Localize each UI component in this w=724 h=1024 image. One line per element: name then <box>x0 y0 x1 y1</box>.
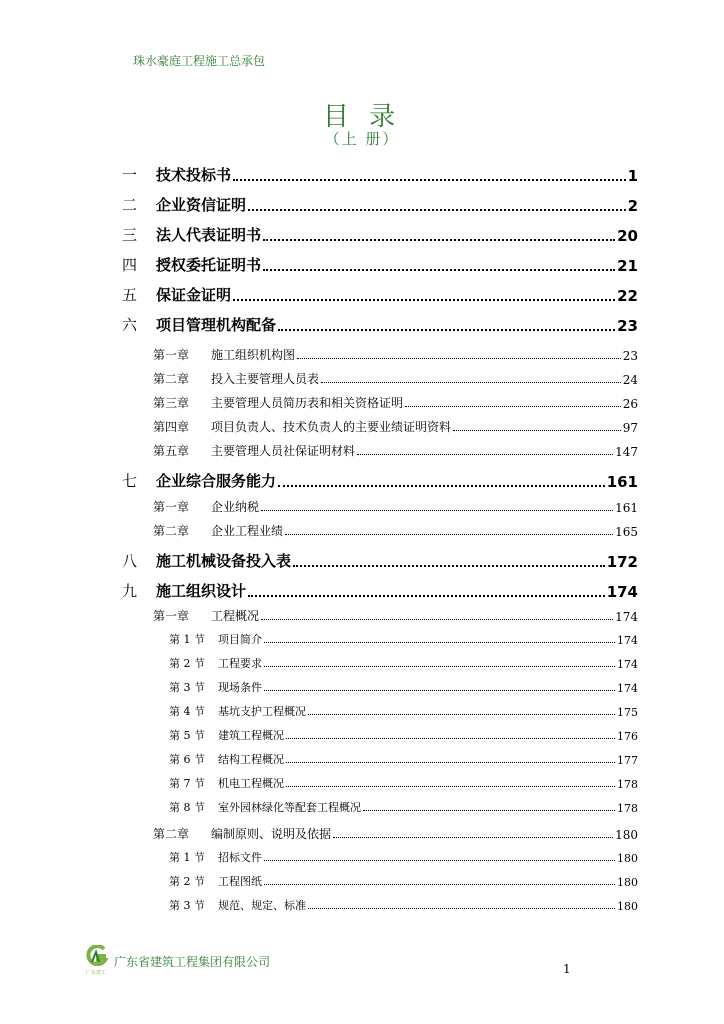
toc-entry[interactable] <box>169 655 638 671</box>
toc-entry-label: 投入主要管理人员表 <box>211 372 320 386</box>
toc-dot-leader <box>286 738 615 739</box>
toc-entry-page: 172 <box>606 553 638 571</box>
toc-entry-page: 147 <box>615 445 638 459</box>
toc-entry[interactable] <box>169 799 638 815</box>
toc-entry[interactable] <box>169 751 638 767</box>
toc-entry-number: 五 <box>122 286 138 304</box>
toc-entry-page: 174 <box>617 634 638 647</box>
toc-entry-label: 工程图纸 <box>218 875 262 888</box>
toc-entry[interactable] <box>153 497 638 515</box>
toc-entry-page: 174 <box>615 610 638 624</box>
toc-entry-label: 授权委托证明书 <box>156 256 262 274</box>
toc-entry[interactable] <box>122 253 638 275</box>
toc-entry-label: 工程概况 <box>211 609 260 623</box>
toc-entry[interactable] <box>122 223 638 245</box>
toc-entry-label: 施工组织机构图 <box>211 348 296 362</box>
toc-entry-page: 2 <box>627 197 638 215</box>
toc-entry-number: 一 <box>122 166 138 184</box>
toc-entry[interactable] <box>122 313 638 335</box>
toc-dot-leader <box>286 762 615 763</box>
toc-entry[interactable] <box>122 283 638 305</box>
toc-entry-number: 第 6 节 <box>169 753 205 766</box>
toc-dot-leader <box>453 430 621 431</box>
toc-entry-label: 建筑工程概况 <box>218 729 284 742</box>
toc-dot-leader <box>293 565 605 567</box>
toc-entry-number: 四 <box>122 256 138 274</box>
toc-entry-label: 项目管理机构配备 <box>156 316 277 334</box>
toc-dot-leader <box>278 485 605 487</box>
toc-entry-page: 26 <box>622 397 638 411</box>
toc-entry-number: 八 <box>122 552 138 570</box>
toc-entry-page: 180 <box>615 828 638 842</box>
toc-entry[interactable] <box>169 727 638 743</box>
toc-entry-number: 九 <box>122 582 138 600</box>
toc-entry-number: 第 2 节 <box>169 657 205 670</box>
toc-entry-page: 180 <box>617 852 638 865</box>
toc-entry-number: 第 8 节 <box>169 801 205 814</box>
toc-entry[interactable] <box>122 549 638 571</box>
toc-dot-leader <box>233 179 626 181</box>
toc-entry[interactable] <box>122 193 638 215</box>
toc-entry[interactable] <box>153 417 638 435</box>
toc-dot-leader <box>333 837 613 838</box>
toc-dot-leader <box>286 786 615 787</box>
toc-entry-page: 177 <box>617 754 638 767</box>
logo-caption: 广东建工 <box>86 970 107 976</box>
toc-entry[interactable] <box>169 703 638 719</box>
company-logo-icon <box>86 945 108 967</box>
toc-dot-leader <box>263 239 615 241</box>
toc-dot-leader <box>278 329 615 331</box>
toc-entry-page: 24 <box>622 373 638 387</box>
toc-entry-number: 三 <box>122 226 138 244</box>
toc-entry-label: 企业纳税 <box>211 500 260 514</box>
toc-entry[interactable] <box>153 441 638 459</box>
toc-entry-number: 六 <box>122 316 138 334</box>
toc-entry-label: 规范、规定、标准 <box>218 899 306 912</box>
toc-entry-page: 180 <box>617 900 638 913</box>
toc-dot-leader <box>357 454 613 455</box>
toc-dot-leader <box>248 209 626 211</box>
toc-entry-number: 第 5 节 <box>169 729 205 742</box>
toc-dot-leader <box>248 595 605 597</box>
toc-entry[interactable] <box>169 631 638 647</box>
toc-entry-label: 保证金证明 <box>156 286 232 304</box>
toc-entry[interactable] <box>169 897 638 913</box>
toc-entry-label: 项目负责人、技术负责人的主要业绩证明资料 <box>211 420 452 434</box>
toc-entry-number: 第二章 <box>153 372 190 386</box>
toc-dot-leader <box>321 382 621 383</box>
toc-entry-label: 工程要求 <box>218 657 262 670</box>
toc-entry-page: 161 <box>606 473 638 491</box>
toc-entry-number: 第二章 <box>153 524 190 538</box>
toc-entry-number: 第 3 节 <box>169 899 205 912</box>
toc-entry-label: 现场条件 <box>218 681 262 694</box>
toc-entry[interactable] <box>169 679 638 695</box>
toc-dot-leader <box>405 406 621 407</box>
toc-entry-label: 技术投标书 <box>156 166 232 184</box>
toc-entry-label: 主要管理人员简历表和相关资格证明 <box>211 396 404 410</box>
toc-entry-page: 175 <box>617 706 638 719</box>
toc-entry-number: 第 3 节 <box>169 681 205 694</box>
toc-entry-page: 23 <box>622 349 638 363</box>
toc-dot-leader <box>264 642 615 643</box>
toc-entry-label: 基坑支护工程概况 <box>218 705 306 718</box>
toc-entry-page: 161 <box>615 501 638 515</box>
toc-entry[interactable] <box>169 849 638 865</box>
page-number: 1 <box>563 962 571 976</box>
toc-entry-page: 165 <box>615 525 638 539</box>
toc-dot-leader <box>233 299 615 301</box>
toc-entry-label: 企业工程业绩 <box>211 524 284 538</box>
toc-entry-page: 1 <box>627 167 638 185</box>
toc-dot-leader <box>297 358 621 359</box>
toc-dot-leader <box>264 860 615 861</box>
toc-entry-number: 第 1 节 <box>169 633 205 646</box>
toc-entry-label: 主要管理人员社保证明材料 <box>211 444 356 458</box>
toc-entry-number: 第四章 <box>153 420 190 434</box>
toc-entry[interactable] <box>169 873 638 889</box>
toc-dot-leader <box>308 908 615 909</box>
toc-entry-label: 机电工程概况 <box>218 777 284 790</box>
toc-entry[interactable] <box>153 393 638 411</box>
toc-entry-number: 第 1 节 <box>169 851 205 864</box>
toc-entry-page: 23 <box>617 317 638 335</box>
toc-entry-number: 第 4 节 <box>169 705 205 718</box>
toc-entry-page: 21 <box>617 257 638 275</box>
toc-entry[interactable] <box>122 579 638 601</box>
toc-entry-number: 第 2 节 <box>169 875 205 888</box>
toc-dot-leader <box>264 690 615 691</box>
toc-entry[interactable] <box>122 163 638 185</box>
page-title: 目 录 <box>322 102 402 132</box>
toc-dot-leader <box>261 510 613 511</box>
page-subtitle: （上 册） <box>324 130 400 148</box>
toc-dot-leader <box>263 269 615 271</box>
toc-entry-page: 178 <box>617 802 638 815</box>
toc-entry[interactable] <box>153 369 638 387</box>
toc-entry-number: 第五章 <box>153 444 190 458</box>
toc-entry-number: 二 <box>122 196 138 214</box>
toc-dot-leader <box>363 810 615 811</box>
toc-entry-label: 企业资信证明 <box>156 196 247 214</box>
toc-entry[interactable] <box>153 606 638 624</box>
toc-entry-page: 180 <box>617 876 638 889</box>
toc-entry-label: 施工机械设备投入表 <box>156 552 292 570</box>
toc-entry[interactable] <box>122 469 638 491</box>
toc-entry-number: 第一章 <box>153 348 190 362</box>
toc-entry-label: 编制原则、说明及依据 <box>211 827 332 841</box>
toc-entry-number: 七 <box>122 472 138 490</box>
running-header: 珠水豪庭工程施工总承包 <box>133 54 266 68</box>
toc-entry-label: 企业综合服务能力 <box>156 472 277 490</box>
toc-dot-leader <box>264 666 615 667</box>
toc-entry-page: 178 <box>617 778 638 791</box>
toc-entry-number: 第三章 <box>153 396 190 410</box>
toc-entry[interactable] <box>153 824 638 842</box>
toc-entry-page: 20 <box>617 227 638 245</box>
toc-entry[interactable] <box>153 521 638 539</box>
toc-entry-number: 第一章 <box>153 609 190 623</box>
toc-entry-number: 第二章 <box>153 827 190 841</box>
toc-entry-number: 第 7 节 <box>169 777 205 790</box>
toc-entry-number: 第一章 <box>153 500 190 514</box>
toc-entry-page: 174 <box>606 583 638 601</box>
toc-entry-label: 室外园林绿化等配套工程概况 <box>218 801 361 814</box>
toc-entry-page: 22 <box>617 287 638 305</box>
toc-entry-page: 176 <box>617 730 638 743</box>
toc-dot-leader <box>264 884 615 885</box>
footer-company-name: 广东省建筑工程集团有限公司 <box>114 955 271 969</box>
toc-entry-label: 法人代表证明书 <box>156 226 262 244</box>
toc-entry-label: 项目简介 <box>218 633 262 646</box>
toc-entry[interactable] <box>169 775 638 791</box>
toc-dot-leader <box>308 714 615 715</box>
toc-entry-page: 174 <box>617 658 638 671</box>
toc-entry-page: 174 <box>617 682 638 695</box>
toc-entry-label: 招标文件 <box>218 851 262 864</box>
toc-entry[interactable] <box>153 345 638 363</box>
toc-dot-leader <box>285 534 613 535</box>
toc-entry-label: 结构工程概况 <box>218 753 284 766</box>
toc-entry-label: 施工组织设计 <box>156 582 247 600</box>
toc-dot-leader <box>261 619 613 620</box>
toc-entry-page: 97 <box>622 421 638 435</box>
